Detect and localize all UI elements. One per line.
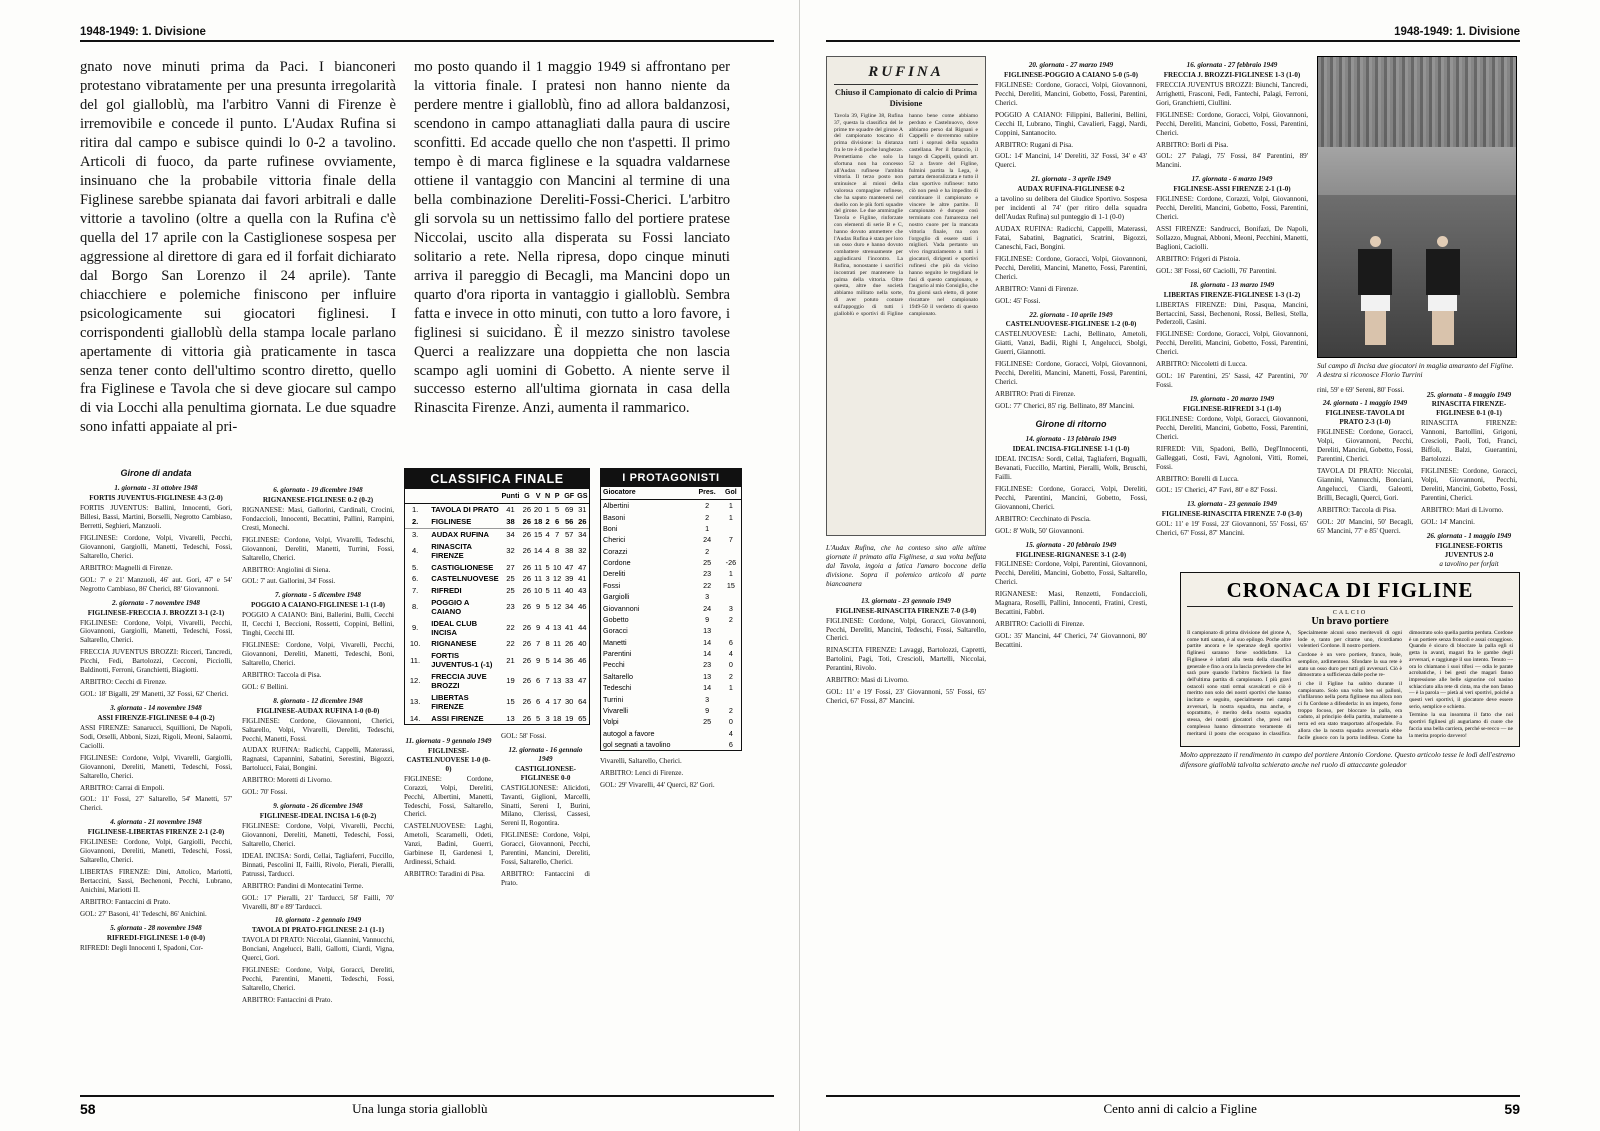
match-line: LIBERTAS FIRENZE: Dini, Attolico, Mariotti, Bertaccini, Sassi, Bechenoni, Pecchi, Lubrano, Anichini, Mariotti II. <box>80 868 232 894</box>
left-match-column-3 <box>404 732 590 888</box>
left-footer-text: Una lunga storia gialloblù <box>352 1101 488 1116</box>
match-line: GOL: 11' e 19' Fossi, 23' Giovannoni, 55' Fossi, 65' Cherici, 67' Fossi, 87' Mancini. <box>826 688 986 706</box>
match-line: GOL: 29' Vivarelli, 44' Querci, 82' Gori. <box>600 781 715 790</box>
match-line: AUDAX RUFINA: Radicchi, Cappelli, Materassi, Fatai, Sabatini, Bagnatici, Scatrini, Bigozzi, Caneschi, Faci, Bongini. <box>995 225 1147 251</box>
match-line: ARBITRO: Taccola di Pisa. <box>1317 505 1397 514</box>
match-line: POGGIO A CAIANO: Bini, Ballerini, Bulli, Cecchi II, Cecchi I, Beccioni, Rossetti, Coppini, Bellini, Tinghi, Cecchi III. <box>242 611 394 638</box>
match-entry <box>1156 281 1308 390</box>
match-entry <box>826 597 986 706</box>
match-line: GOL: 15' Cherici, 47' Favi, 80' e 82' Fossi. <box>1156 486 1278 495</box>
match-entry <box>995 311 1147 411</box>
match-title: RIFREDI-FIGLINESE 1-0 (0-0) <box>106 933 206 942</box>
match-date: 26. giornata - 1 maggio 1949 <box>1426 531 1512 540</box>
match-line: ARBITRO: Fantaccini di Prato. <box>242 995 333 1004</box>
left-match-column-2 <box>242 468 394 1079</box>
match-line: ARBITRO: Vanni di Firenze. <box>995 284 1079 293</box>
left-head-rule <box>80 40 774 42</box>
cronaca-title: CRONACA DI FIGLINE <box>1226 578 1474 602</box>
match-date: 20. giornata - 27 marzo 1949 <box>1028 61 1114 69</box>
match-line: ASSI FIRENZE: Sanarucci, Squillioni, De Napoli, Sodi, Orselli, Abboni, Sizzi, Rigoli, Meoni, Salaorni, Caciolli. <box>80 723 232 750</box>
table-row: 3. AUDAX RUFINA 34 26 15 4 7 57 34 <box>411 529 587 539</box>
match-entry <box>242 802 394 911</box>
match-date: 21. giornata - 3 aprile 1949 <box>1031 175 1111 184</box>
match-title: FIGLINESE-RIGNANESE 3-1 (2-0) <box>1015 550 1127 559</box>
match-line: CASTELNUOVESE: Laghi, Ametoli, Scaramelli, Odeti, Vanzi, Badini, Guerri, Garbinese II, Gardenesi I, Ardinessi, Schaid. <box>404 822 493 867</box>
match-date: 5. giornata - 28 novembre 1948 <box>110 923 202 932</box>
right-footer-text: Cento anni di calcio a Figline <box>1103 1101 1257 1116</box>
match-title: IDEAL INCISA-FIGLINESE 1-1 (1-0) <box>1012 445 1130 454</box>
cronaca-paragraph: Cordone è un vero portiere, franco, leale, semplice, ardimentoso. Sfondare la sua rete è stato un osso duro per tutti gli avversari. Ciò è dimostrato a sufficienza dalle poche re- <box>1298 652 1402 679</box>
table-row: Fossi 22 15 <box>603 580 735 590</box>
match-line: FIGLINESE: Cordone, Goracci, Volpi, Giovannoni, Pecchi, Dereliti, Mancini, Manetti, Fossi, Parentini, Cherici. <box>995 360 1147 387</box>
cronaca-area <box>1180 572 1520 769</box>
match-line: FIGLINESE: Cordone, Goracci, Volpi, Giovannoni, Pecchi, Dereliti, Mancini, Gobetto, Fossi, Parentini, Cherici. <box>995 80 1147 107</box>
match-line: GOL: 38' Fossi, 60' Caciolli, 76' Parentini. <box>1156 266 1277 275</box>
protagonisti-header-row <box>601 487 741 500</box>
match-line: FIGLINESE: Cordone, Volpi, Goracci, Giovannoni, Pecchi, Dereliti, Mancini, Gobetto, Fossi, Parentini, Cherici. <box>1156 414 1308 441</box>
right-footer-rule <box>826 1095 1520 1097</box>
match-date: 7. giornata - 5 dicembre 1948 <box>275 591 361 600</box>
cronaca-kicker: CALCIO <box>1332 610 1368 616</box>
match-entry <box>80 818 232 918</box>
table-row: Manetti 14 6 <box>603 637 733 647</box>
match-line: CASTELNUOVESE: Lachi, Bellinato, Ametoli, Giatti, Vanzi, Badii, Righi I, Angelucci, Sbolgi, Guerri, Giannotti. <box>995 330 1147 357</box>
match-line: ARBITRO: Carrai di Empoli. <box>80 783 165 792</box>
match-title: RINASCITA FIRENZE-FIGLINESE 0-1 (0-1) <box>1431 400 1507 418</box>
player-legs <box>1365 311 1387 345</box>
match-date: 2. giornata - 7 novembre 1948 <box>112 598 200 607</box>
left-body-text <box>80 58 774 437</box>
match-line: GOL: 6' Bellini. <box>242 682 289 691</box>
table-row: Parentini 14 4 <box>603 649 733 659</box>
table-row: 4. RINASCITA FIRENZE 32 26 14 4 8 38 32 <box>411 541 587 560</box>
match-line: POGGIO A CAIANO: Filippini, Ballerini, Bellini, Cecchi II, Lubrano, Tinghi, Cavalieri, Faggi, Nardi, Coppini, Santanocito. <box>995 110 1147 137</box>
protagonisti-footnote <box>600 757 742 790</box>
match-line: GOL: 7' aut. Gallorini, 34' Fossi. <box>242 577 336 586</box>
player-legs <box>1432 311 1454 345</box>
left-match-column-1 <box>80 468 232 1079</box>
left-box-area <box>80 468 774 1079</box>
right-match-column-1 <box>995 56 1147 709</box>
clipping-body: Tavola 39, Figline 38, Rufina 37, questa la classifica del le prime tre squadre del girone A del campionato toscano di prima divisione: la distanza fra le tre è di poche lunghezze. Premettiamo che solo la sfortuna non ha concesso all'Audax rufinese l'ambita vittoria. Il terzo posto non sminuisce ai mioni della valorosa compagine rufinese, che ha saputo mantenersi nel duello con le più forti squadre del girone. Le due ammiraglie Tavola e Figline, rinforzate con elementi di serie B e C, hanno dovuto ammettere che l'Audax Rufina è stata per loro un osso duro e hanno dovuto combattere strenuamente per aggiudicarsi l'incontro. La Rufina, nonostante i sacrifici incontrati per mantenere la palma della vittoria. Oltre questa, altre due società abbiamo militato nella sorte, di aver potuto contare sull'appoggio di tutti i gialloblù e sportivi di Figline hanno bene come abbiamo perduto e Castelnuovo, dove abbiamo perso dal Rignani e Cappelli e dovremmo subire tutti i soprusi della squadra castellana. Per il fattaccio, il lungo di Cappelli, quindi art. 52 a favore del Figline, fulmini partita la Lega, è partata demoralizzata e tutto il clan sportivo rufinese: tutto ciò non pesò e ha impedito di continuare il campionato e vincere le altre partite. Il campionato è dunque così terminato con l'amarezza nel nostro cuore per la mancata vittoria finale, ma con l'orgoglio di essere stati i migliori. Vada pertanto un vivo ringraziamento a tutti i giocatori, dirigenti e sportivi rufinesi che più da vicino hanno seguito le tregidiani le fasi di questo campionato, e l'augurio al mio Consiglio, che fra giorni sarà eletto, di poter riscattare nel campionato 1949-50 il verdetto di questo campionato. <box>834 113 978 317</box>
match-date: 12. giornata - 16 gennaio 1949 <box>508 745 583 763</box>
match-date: 3. giornata - 14 novembre 1948 <box>110 704 202 713</box>
match-line: RIGNANESE: Masi, Renzetti, Fondaccioli, Magnara, Roselli, Pallini, Innocenti, Fratini, Cresti, Becattini, Fabbri. <box>995 590 1147 617</box>
match-line: FIGLINESE: Cordone, Volpi, Parentini, Giovannoni, Pecchi, Dereliti, Mancini, Gobetto, Fossi, Saltarello, Cherici. <box>995 560 1147 587</box>
left-footer <box>80 1101 774 1117</box>
match-line: ARBITRO: Fantaccini di Prato. <box>80 897 171 906</box>
left-three-columns <box>80 468 774 1079</box>
table-row: 6. CASTELNUOVESE 25 26 11 3 12 39 41 <box>411 574 587 584</box>
match-line: ARBITRO: Cecchi di Firenze. <box>80 678 167 687</box>
match-title: TAVOLA DI PRATO-FIGLINESE 2-1 (1-1) <box>251 926 385 935</box>
match-line: GOL: 11' Fossi, 27' Saltarello, 54' Manetti, 57' Cherici. <box>80 795 232 813</box>
match-line: rini, 59' e 69' Sereni, 80' Fossi. <box>1317 385 1405 394</box>
match-line: ARBITRO: Fantaccini di Prato. <box>501 870 590 887</box>
match-line: GOL: 20' Mancini, 50' Becagli, 65' Mancini, 77' e 85' Querci. <box>1317 517 1413 535</box>
match-title: CASTELNUOVESE-FIGLINESE 1-2 (0-0) <box>1005 320 1137 329</box>
match-title: POGGIO A CAIANO-FIGLINESE 1-1 (1-0) <box>250 601 385 610</box>
match-entry <box>1421 391 1517 527</box>
cronaca-paragraph: Termino la sua insomma il fatto che noi sportivi figlinesi gli auguriamo di cuore che faccia una bella carriera, perché se-recco — ne la merita proprio davvero! <box>1409 712 1513 739</box>
col-g: G <box>521 489 532 504</box>
photo-caption: Sul campo di Incisa due giocatori in maglia amaranto del Figline. A destra si riconosce Florio Turrini <box>1317 361 1514 380</box>
table-row: Gobetto 9 2 <box>603 614 733 624</box>
match-entry <box>1156 395 1308 495</box>
table-row: 5. CASTIGLIONESE 27 26 11 5 10 47 47 <box>411 562 587 572</box>
match-title: FIGLINESE-POGGIO A CAIANO 5-0 (5-0) <box>1003 70 1138 79</box>
match-date: 8. giornata - 12 dicembre 1948 <box>273 696 363 705</box>
match-line: FIGLINESE: Cordone, Goracci, Volpi, Giovannoni, Pecchi, Dereliti, Mancini, Manetto, Fossi, Parentini, Cherici. <box>995 254 1147 281</box>
match-line: GOL: 45' Fossi. <box>995 296 1041 305</box>
match-entry <box>1317 399 1413 535</box>
table-row: 13. LIBERTAS FIRENZE 15 26 6 4 17 30 64 <box>409 692 587 711</box>
match-line: GOL: 16' Parentini, 25' Sassi, 42' Parentini, 70' Fossi. <box>1156 372 1308 390</box>
match-line: FIGLINESE: Cordone, Volpi, Goracci, Giovannoni, Pecchi, Dereliti, Mancini, Tedeschi, Fossi, Saltarello, Cherici. <box>826 616 986 643</box>
match-entry <box>242 916 394 1004</box>
table-row: Cordone 25 -26 <box>603 558 737 568</box>
match-line: FIGLINESE: Cordone, Volpi, Vivarelli, Pecchi, Giovannoni, Dereliti, Manetti, Tedeschi, Boni, Saltarello, Cherici. <box>242 641 394 667</box>
audax-note: L'Audax Rufina, che ha conteso sino alle ultime giornate il primato alla Figlinese, a sua volta beffata dal Tavola, ingoia a fatica l'amaro boccone della divisione. Sopra il polemico articolo di parte biancoanera <box>826 544 986 588</box>
rufina-clipping-column <box>826 56 986 709</box>
match-line: GOL: 14' Mancini, 14' Dereliti, 32' Fossi, 34' e 43' Querci. <box>995 152 1147 170</box>
match-date: 22. giornata - 10 aprile 1949 <box>1029 310 1113 319</box>
match-line: FIGLINESE: Cordone, Goracci, Volpi, Giovannoni, Pecchi, Dereliti, Mancini, Gobetto, Fossi, Parentini, Cherici. <box>1156 330 1308 357</box>
match-line: RINASCITA FIRENZE: Lavaggi, Bartolozzi, Capretti, Bartolini, Pagi, Toti, Crescioli, Martelli, Niccolai, Perantini, Rivolo. <box>826 646 986 673</box>
match-line: RIFREDI: Vili, Spadoni, Bellò, Degl'Innocenti, Galleggati, Costi, Favi, Agnoloni, Vitti, Romei, Fossi. <box>1156 444 1308 471</box>
col-presenze: Pres. <box>693 487 720 500</box>
match-line: ARBITRO: Prati di Firenze. <box>995 390 1076 398</box>
table-row: 7. RIFREDI 25 26 10 5 11 40 43 <box>411 586 587 596</box>
match-line: FIGLINESE: Cordone, Goracci, Volpi, Giovannoni, Pecchi, Dereliti, Mancini, Gobetto, Fossi, Parentini, Cherici. <box>1421 467 1517 502</box>
match-line: GOL: 70' Fossi. <box>242 788 288 797</box>
right-ritorno-column <box>826 597 986 706</box>
match-line: ARBITRO: Frigeri di Pistoia. <box>1156 254 1241 263</box>
left-running-head <box>80 26 774 46</box>
left-body-paragraph-1: gnato nove minuti prima da Paci. I bianconeri protestano vibratamente per una presunta irregolarità del gol gialloblù, ma l'arbitro Vanni di Firenze è irremovibile e concede il punto. L'Audax Rufina si ritira dal campo e subisce quindi lo 0-2 a tavolino. Articoli di fuoco, da parte rufinese ovviamente, insinuano che la probabile vittoria finale della Figlinese sarebbe spianata dai favori arbitrali e dalle vittorie a tavolino (oltre a quella con la Rufina c'è quella del 17 aprile con la Castiglionese sospesa per aggressione al direttore di gara ed il forfait dichiarato dal Borgo San Lorenzo il 24 aprile). Tante chiacchiere e polemiche finiscono per influire psicologicamente sui giocatori figlinesi. I corrispondenti gialloblù della stampa locale parlano apertamente di vittoria già praticamente in tasca senza tener conto dell'ultimo scontro diretto, quello fra Figlinese e Tavola che si deve giocare sul campo di via Locchi alla penultima giornata. Le due squadre sono infatti appaiate al pri- <box>80 59 396 436</box>
match-line: FIGLINESE: Cordone, Giovannoni, Cherici, Saltarello, Volpi, Vivarelli, Dereliti, Tedeschi, Pecchi, Manetti, Fossi. <box>242 716 394 743</box>
match-line: FIGLINESE: Cordone, Volpi, Vivarelli, Gargiolli, Giovannoni, Dereliti, Manetti, Tedeschi, Fossi, Saltarello, Cherici. <box>80 753 232 780</box>
photo-player-right <box>1421 236 1465 345</box>
match-line: GOL: 7' e 21' Manzuoli, 46' aut. Gori, 47' e 54' Negrotto Cambiaso, 86' Cherici, 88' Giovannoni. <box>80 575 232 593</box>
match-line: a tavolino per forfait <box>1439 560 1499 569</box>
match-line: GOL: 35' Mancini, 44' Cherici, 74' Giovannoni, 80' Becattini. <box>995 632 1147 649</box>
match-date: 4. giornata - 21 novembre 1948 <box>110 818 202 827</box>
match-date: 18. giornata - 13 marzo 1949 <box>1189 280 1275 289</box>
right-page-number: 59 <box>1504 1101 1520 1117</box>
match-entry <box>1317 386 1413 395</box>
match-line: FIGLINESE: Cordone, Corazzi, Volpi, Giovannoni, Pecchi, Dereliti, Mancini, Gobetto, Fossi, Parentini, Cherici. <box>1156 195 1308 222</box>
match-line: ARBITRO: Borelli di Lucca. <box>1156 474 1239 483</box>
table-row: Giovannoni 24 3 <box>603 603 733 613</box>
match-title: FIGLINESE-LIBERTAS FIRENZE 2-1 (2-0) <box>87 828 225 837</box>
cronaca-caption: Molto apprezzato il rendimento in campo del portiere Antonio Cordone. Questo articolo tesse le lodi dell'estremo difensore gialloblù talvolta schierato anche nel ruolo di attaccante goleador <box>1180 750 1516 769</box>
match-line: IDEAL INCISA: Sordi, Cellai, Tagliaferri, Fuccillo, Binnati, Pescolini II, Failli, Rivolo, Pierali, Pieralli, Patrussi, Tarducci. <box>242 851 394 878</box>
match-line: ARBITRO: Moretti di Livorno. <box>242 776 332 785</box>
match-entry <box>501 746 590 888</box>
match-line: FIGLINESE: Cordone, Goracci, Volpi, Dereliti, Pecchi, Parentini, Mancini, Gobetto, Fossi, Giovannoni, Cherici. <box>995 484 1147 511</box>
cronaca-paragraph: Il campionato di prima divisione del girone A, come tutti sanno, è al suo epilogo. Poche altre partite ancora e le speranze degli sportivi figlinesi saranno forse soddisfatte. La Figlinese è infatti alla testa della classifica generale e fino a ora la lascia prevedere che lei sarà pure quando l'arbitro fischierà la fine dell'ultima partita di campionato. I più gravi ostacoli sono stati ormai scavalcati e ciò è meritto non solo dei nostri sportivi che hanno incitato e seguito, specialmente nei campi avversari, la nostra squadra, ma anche, e soprattutto, è merito della nostra squadra stessa, dei nostri giocatori che, presi nel complesso hanno dimostrato veramente di meritarsi il posto che occupano in classifica. Specialmente alcuni sono meritevoli di ogni lode e, tanto per citarne uno, ricordiamo volentieri Cordone. Il nostro portiere. <box>1187 630 1402 737</box>
col-gol: Gol <box>721 487 741 500</box>
match-line: FIGLINESE: Cordone, Volpi, Goracci, Giovannoni, Pecchi, Parentini, Mancini, Dereliti, Fossi, Saltarello, Cherici. <box>501 831 590 867</box>
match-line: ARBITRO: Angiolini di Siena. <box>242 565 331 574</box>
right-head-rule <box>826 40 1520 42</box>
photo-player-left <box>1354 236 1398 345</box>
right-match-column-4 <box>1421 386 1517 573</box>
match-entry <box>242 591 394 691</box>
table-row: 12. FRECCIA JUVE BROZZI 19 26 6 7 13 33 47 <box>409 671 587 690</box>
player-head <box>1370 236 1381 247</box>
match-title: FIGLINESE-RIFREDI 3-1 (1-0) <box>1182 404 1282 413</box>
match-line: a tavolino su delibera del Giudice Sportivo. Sospesa per incidenti al 74' (per ritiro della squadra dell'Audax Rufina) sul punteggio di 1-1 (0-0) <box>995 195 1147 222</box>
right-running-head-text: 1948-1949: 1. Divisione <box>1394 26 1520 38</box>
match-line: AUDAX RUFINA: Radicchi, Cappelli, Materassi, Ragnatsi, Capannini, Sabatini, Serestini, Bigozzi, Bartolucci, Faiai, Bongini. <box>242 746 394 773</box>
left-body-column-1 <box>80 58 396 437</box>
match-entry <box>80 599 232 699</box>
match-line: FIGLINESE: Cordone, Volpi, Gargiolli, Pecchi, Giovannoni, Dereliti, Manetti, Tedeschi, Fossi, Saltarello, Cherici. <box>80 838 232 865</box>
cronaca-box <box>1180 572 1520 747</box>
match-title: FIGLINESE-RINASCITA FIRENZE 7-0 (3-0) <box>1161 510 1303 519</box>
match-line: ARBITRO: Mari di Livorno. <box>1421 505 1504 514</box>
match-date: 1. giornata - 31 ottobre 1948 <box>114 484 198 493</box>
match-line: FIGLINESE: Cordone, Volpi, Vivarelli, Tedeschi, Giovannoni, Dereliti, Manetti, Turrini, Fossi, Saltarello, Cherici. <box>242 535 394 562</box>
girone-ritorno-label: Girone di ritorno <box>1035 418 1107 429</box>
match-line: IDEAL INCISA: Sordi, Cellai, Tagliaferri, Bugualli, Bevanati, Fuccillo, Martini, Pieralli, Wolk, Bruschi, Failli. <box>995 455 1147 481</box>
classifica-column <box>404 468 590 1079</box>
match-line: FIGLINESE: Cordone, Volpi, Vivarelli, Pecchi, Giovannoni, Dereliti, Manetti, Tedeschi, Fossi, Saltarello, Cherici. <box>242 822 394 848</box>
match-line: Vivarelli, Saltarello, Cherici. <box>600 757 682 766</box>
match-line: ARBITRO: Caciolli di Firenze. <box>995 620 1085 629</box>
table-row: Boni 1 <box>603 523 710 533</box>
right-last-matches <box>1317 386 1517 573</box>
col-gf: GF <box>563 489 576 504</box>
classifica-title: CLASSIFICA FINALE <box>405 469 589 489</box>
photo-field <box>1318 195 1516 357</box>
classifica-header-row <box>405 489 589 504</box>
table-row: Volpi 25 0 <box>603 717 733 727</box>
match-date: 11. giornata - 9 gennaio 1949 <box>405 736 492 745</box>
col-v: V <box>532 489 543 504</box>
match-entry <box>80 704 232 813</box>
table-row: Cherici 24 7 <box>603 535 733 545</box>
match-title: FIGLINESE-IDEAL INCISA 1-6 (0-2) <box>259 812 377 821</box>
match-line: FRECCIA JUVENTUS BROZZI: Biunchi, Tancredi, Arrighetti, Frasconi, Fedi, Fantechi, Palagi, Ferroni, Gori, Granchietti, Ciullini. <box>1156 80 1308 107</box>
match-title: RIGNANESE-FIGLINESE 0-2 (0-2) <box>262 495 374 504</box>
match-entry <box>1421 532 1517 570</box>
table-row: 8. POGGIO A CAIANO 23 26 9 5 12 34 46 <box>411 597 587 616</box>
left-page-number: 58 <box>80 1101 96 1117</box>
match-title: FIGLINESE-RINASCITA FIRENZE 7-0 (3-0) <box>835 606 977 615</box>
player-shorts <box>1428 295 1457 311</box>
match-line: TAVOLA DI PRATO: Niccolai, Giannini, Vannucchi, Bonciani, Angelucci, Ciardi, Galeotti, Brilli, Becagli, Querci, Gori. <box>1317 467 1413 502</box>
match-title: FORTIS JUVENTUS-FIGLINESE 4-3 (2-0) <box>89 494 223 503</box>
match-line: ASSI FIRENZE: Sandrucci, Bonifazi, De Napoli, Sollazzo, Mugnai, Abboni, Meoni, Pecchini, Manetti, Baglioni, Caciolli. <box>1156 225 1308 251</box>
match-line: GOL: 18' Bigalli, 29' Manetti, 32' Fossi, 62' Cherici. <box>80 690 229 699</box>
table-row: Albertini 2 1 <box>603 501 733 511</box>
table-row: 2. FIGLINESE 38 26 18 2 6 56 26 <box>405 516 589 528</box>
match-line: LIBERTAS FIRENZE: Dini, Pasqua, Mancini, Bertaccini, Sassi, Bechenoni, Rossi, Bellesi, Stella, Pederzoli, Casini. <box>1156 300 1308 327</box>
match-title: FIGLINESE-FORTIS JUVENTUS 2-0 <box>1435 541 1503 559</box>
match-line: GOL: 8' Wolk, 50' Giovannoni. <box>995 526 1084 535</box>
table-row: gol segnati a tavolino 6 <box>603 740 733 750</box>
match-title: AUDAX RUFINA-FIGLINESE 0-2 <box>1017 185 1125 194</box>
match-entry <box>995 435 1147 535</box>
protagonisti-column <box>600 468 742 1079</box>
match-line: GOL: 27' Basoni, 41' Tedeschi, 86' Anichini. <box>80 909 207 918</box>
cronaca-text <box>1187 630 1513 741</box>
right-match-column-3 <box>1317 386 1413 573</box>
table-row: Gargiolli 3 <box>603 592 710 602</box>
match-date: 15. giornata - 20 febbraio 1949 <box>1025 540 1117 549</box>
match-line: ARBITRO: Niccoletti di Lucca. <box>1156 360 1248 369</box>
table-row: Pecchi 23 0 <box>603 660 733 670</box>
table-row: 9. IDEAL CLUB INCISA 22 26 9 4 13 41 44 <box>411 618 587 637</box>
team-photo <box>1317 56 1517 358</box>
match-title: FIGLINESE-FRECCIA J. BROZZI 3-1 (2-1) <box>87 608 225 617</box>
match-entry <box>242 486 394 586</box>
player-torso <box>1358 249 1392 295</box>
match-title: FIGLINESE-TAVOLA DI PRATO 2-3 (1-0) <box>1325 409 1405 427</box>
match-line: TAVOLA DI PRATO: Niccolai, Giannini, Vannucchi, Bonciani, Angelucci, Balli, Gallotti, Ciardi, Vigna, Querci, Gori. <box>242 936 394 963</box>
protagonisti-table <box>601 487 741 750</box>
table-row: Vivarelli 9 2 <box>603 705 733 715</box>
match-entry <box>80 484 232 593</box>
match-line: FIGLINESE: Cordone, Goracci, Volpi, Giovannoni, Pecchi, Dereliti, Mancini, Gobetto, Fossi, Parentini, Cherici. <box>1317 428 1413 464</box>
match-line: FIGLINESE: Cordone, Volpi, Goracci, Dereliti, Pecchi, Parentini, Manetti, Tedeschi, Fossi, Saltarello, Cherici. <box>242 966 394 992</box>
match-line: RINASCITA FIRENZE: Vannoni, Bartollini, Grigoni, Crescioli, Paoli, Toti, Franci, Biffoli, Balzi, Guerantini, Bartolozzi. <box>1421 419 1517 464</box>
table-row: Tedeschi 14 1 <box>603 683 733 693</box>
match-line: FORTIS JUVENTUS: Ballini, Innocenti, Gori, Billesi, Bassi, Martini, Borselli, Negrotto Cambiaso, Berretti, Seghieri, Manzuoli. <box>80 504 232 531</box>
table-row: Basoni 2 1 <box>603 512 733 522</box>
match-date: 17. giornata - 6 marzo 1949 <box>1191 175 1273 184</box>
match-line: ARBITRO: Taccola di Pisa. <box>242 670 322 679</box>
rufina-clipping <box>826 56 986 536</box>
col-n: N <box>544 489 552 504</box>
match-title: FRECCIA J. BROZZI-FIGLINESE 1-3 (1-0) <box>1163 70 1301 79</box>
match-entry <box>1156 500 1308 538</box>
cronaca-paragraph: ti che il Figline ha subito durante il campionato. Solo una volta ben sei palloni, s'infilarono nella porta figlinese ma allora non ci fu Cordone a difenderla: in un impeto, forse troppo focoso, per bloccare la palla, era caduto, al principio della partita, malamente a terra ed era stato trasportato all'ospedale. Fu allora che la nostra squadra avversaria ebbe facile giuoco con la porta indifesa. Come ha dimostrato solo quella partita perduta. Cordone è un portiere senza fronzoli e assai coraggioso. Quando è sicuro di bloccare la palla egli si getta in avanti, magari fra le gambe degli avversari, e raggiunge il suo intento. Tenuto — ora lo chiamano i suoi tifosi — odia le parate acrobatiche, i bei gesti che magari fanno impressione alle belle signorine col nasino schiacciato alla rete di cinta, ma che non fanno — è la parola — pietà ai veri sportivi, poiché a questi veri sportivi, il giocatore deve essere serio, semplice e schietto. <box>1298 630 1513 741</box>
match-line: GOL: 14' Mancini. <box>1421 517 1475 526</box>
match-date: 24. giornata - 1 maggio 1949 <box>1322 399 1408 408</box>
match-date: 14. giornata - 13 febbraio 1949 <box>1025 435 1117 444</box>
right-running-head <box>826 26 1520 46</box>
clipping-title: RUFINA <box>868 64 944 80</box>
cronaca-rule <box>1187 606 1513 607</box>
match-title: ASSI FIRENZE-FIGLINESE 0-4 (0-2) <box>97 713 215 722</box>
match-title: FIGLINESE-AUDAX RUFINA 1-0 (0-0) <box>256 706 380 715</box>
left-body-paragraph-2: mo posto quando il 1 maggio 1949 si affrontano per la vittoria finale. I pratesi non hanno niente da perdere mentre i gialloblù, fino ad allora baldanzosi, scendono in campo attanagliati dalla paura di uscire sconfitti. Ed accade quello che non t'aspetti. Il primo tempo è di marca figlinese e la squadra valdarnese ottiene il vantaggio con Mancini al termine di una bella combinazione Dereliti-Fossi-Cherici. L'arbitro gli sorvola su un nettissimo fallo del portiere pratese Niccolai, uscito alla disperata su Fossi lanciato solitario a rete. Nella ripresa, dopo cinque minuti arriva il pareggio di Becagli, ma Mancini dopo un quarto d'ora riporta in vantaggio i gialloblù. Sembra fatta e invece in otto minuti, con tutto a loro favore, i figlinesi si suicidano. È il mezzo sinistro tavolese Querci a realizzare una doppietta che non lascia scampo agli uomini di Gobetto. A niente serve il successo esterno all'ultima giornata in casa della Rinascita Firenze. Anzi, aumenta il rammarico. <box>414 59 730 417</box>
right-footer <box>826 1101 1520 1117</box>
table-row: Saltarello 13 2 <box>603 671 733 681</box>
right-page <box>800 0 1600 1131</box>
table-row: Corazzi 2 <box>603 546 710 556</box>
table-row: Turrini 3 <box>603 694 710 704</box>
table-row: 11. FORTIS JUVENTUS-1 (-1) 21 26 9 5 14 36 46 <box>410 651 587 670</box>
classifica-table <box>405 489 589 724</box>
photo-crowd <box>1318 57 1516 147</box>
protagonisti-box <box>600 468 742 751</box>
match-title: LIBERTAS FIRENZE-FIGLINESE 1-3 (1-2) <box>1163 290 1301 299</box>
match-entry <box>995 175 1147 305</box>
player-shorts <box>1361 295 1390 311</box>
col-p: P <box>551 489 562 504</box>
match-line: FIGLINESE: Cordone, Volpi, Vivarelli, Pecchi, Giovannoni, Gargiolli, Manetti, Tedeschi, Fossi, Saltarello, Cherici. <box>80 618 232 645</box>
match-line: ARBITRO: Lenci di Firenze. <box>600 769 684 778</box>
match-line: ARBITRO: Magnelli di Firenze. <box>80 563 173 572</box>
match-entry <box>242 697 394 797</box>
match-line: ARBITRO: Pandini di Montecatini Terme. <box>242 881 364 890</box>
match-line: ARBITRO: Borli di Pisa. <box>1156 140 1229 149</box>
match-entry <box>995 541 1147 650</box>
table-row: 1. TAVOLA DI PRATO 41 26 20 1 5 69 31 <box>411 505 587 515</box>
match-line: CASTIGLIONESE: Alicidoti, Tavanti, Giglioni, Marcelli, Sinatti, Sereni I, Burini, Milano, Clerissi, Cassesi, Sereni II, Rogontira. <box>501 783 590 828</box>
cronaca-headline: Un bravo portiere <box>1311 616 1389 627</box>
match-title: FIGLINESE-CASTELNUOVESE 1-0 (0-0) <box>406 746 491 773</box>
match-entry <box>995 61 1147 170</box>
match-date: 13. giornata - 23 gennaio 1949 <box>1187 500 1277 509</box>
match-date: 9. giornata - 26 dicembre 1948 <box>273 802 363 811</box>
col-punti: Punti <box>500 489 521 504</box>
match-line: RIGNANESE: Masi, Gallorini, Cardinali, Crocini, Fondaccioli, Innocenti, Becattini, Pallini, Rampini, Cresti, Monechi. <box>242 505 394 532</box>
left-running-head-text: 1948-1949: 1. Divisione <box>80 26 206 38</box>
match-line: GOL: 58' Fossi. <box>501 731 547 740</box>
match-entry <box>1156 175 1308 275</box>
match-date: 6. giornata - 19 dicembre 1948 <box>273 486 363 494</box>
protagonisti-title: I PROTAGONISTI <box>601 469 741 487</box>
left-footer-rule <box>80 1095 774 1097</box>
match-line: FRECCIA JUVENTUS BROZZI: Ricceri, Tancredi, Picchi, Fedi, Bartolozzi, Cecconi, Picciolli, Baldinotti, Ferroni, Granchietti, Biagiotti. <box>80 648 232 675</box>
match-date: 16. giornata - 27 febbraio 1949 <box>1186 61 1278 69</box>
match-line: ARBITRO: Cecchinato di Pescia. <box>995 514 1091 523</box>
match-date: 13. giornata - 23 gennaio 1949 <box>861 596 951 605</box>
match-line: ARBITRO: Masi di Livorno. <box>826 676 909 685</box>
match-date: 10. giornata - 2 gennaio 1949 <box>274 916 362 925</box>
player-head <box>1437 236 1448 247</box>
match-line: GOL: 17' Pieralli, 21' Tarducci, 58' Failli, 70' Vivarelli, 80' e 89' Tarducci. <box>242 893 394 911</box>
table-row: 14. ASSI FIRENZE 13 26 5 3 18 19 65 <box>409 713 587 723</box>
clipping-subtitle: Chiuso il Campionato di calcio di Prima Divisione <box>835 88 977 108</box>
match-date: 25. giornata - 8 maggio 1949 <box>1426 390 1512 399</box>
table-row: Dereliti 23 1 <box>603 569 733 579</box>
table-row: 10. RIGNANESE 22 26 7 8 11 26 40 <box>409 639 587 649</box>
left-body-column-2 <box>414 58 730 437</box>
match-date: 19. giornata - 20 marzo 1949 <box>1189 395 1275 403</box>
match-title: FIGLINESE-ASSI FIRENZE 2-1 (1-0) <box>1173 185 1291 194</box>
match-line: GOL: 77' Cherici, 85' rig. Bellinato, 89' Mancini. <box>995 401 1135 410</box>
match-entry <box>1156 61 1308 170</box>
match-line: ARBITRO: Rugani di Pisa. <box>995 140 1074 149</box>
match-line: RIFREDI: Degli Innocenti I, Spadoni, Cor- <box>80 943 203 952</box>
match-line: FIGLINESE: Cordone, Volpi, Vivarelli, Pecchi, Giovannoni, Gargiolli, Manetti, Tedeschi, Fossi, Saltarello, Cherici. <box>80 534 232 560</box>
table-row: Goracci 13 <box>603 626 712 636</box>
girone-andata-label: Girone di andata <box>120 468 192 478</box>
table-row: autogol a favore 4 <box>603 728 733 738</box>
match-line: GOL: 27' Palagi, 75' Fossi, 84' Parentini, 89' Mancini. <box>1156 152 1308 170</box>
match-line: ARBITRO: Taradini di Pisa. <box>404 870 485 879</box>
col-giocatore: Giocatore <box>601 487 693 500</box>
classifica-table-box <box>404 468 590 725</box>
player-torso <box>1426 249 1460 295</box>
match-line: FIGLINESE: Cordone, Corazzi, Volpi, Dereliti, Pecchi, Albertini, Manetti, Tedeschi, Fossi, Saltarello, Cherici. <box>404 774 493 819</box>
match-title: CASTIGLIONESE-FIGLINESE 0-0 <box>514 764 577 782</box>
col-gs: GS <box>576 489 589 504</box>
clipping-rule <box>834 84 978 85</box>
match-line: FIGLINESE: Cordone, Goracci, Volpi, Giovannoni, Pecchi, Dereliti, Mancini, Gobetto, Fossi, Parentini, Cherici. <box>1156 110 1308 137</box>
match-entry <box>80 924 232 953</box>
match-line: GOL: 11' e 19' Fossi, 23' Giovannoni, 55' Fossi, 65' Cherici, 67' Fossi, 87' Mancini. <box>1156 520 1308 538</box>
